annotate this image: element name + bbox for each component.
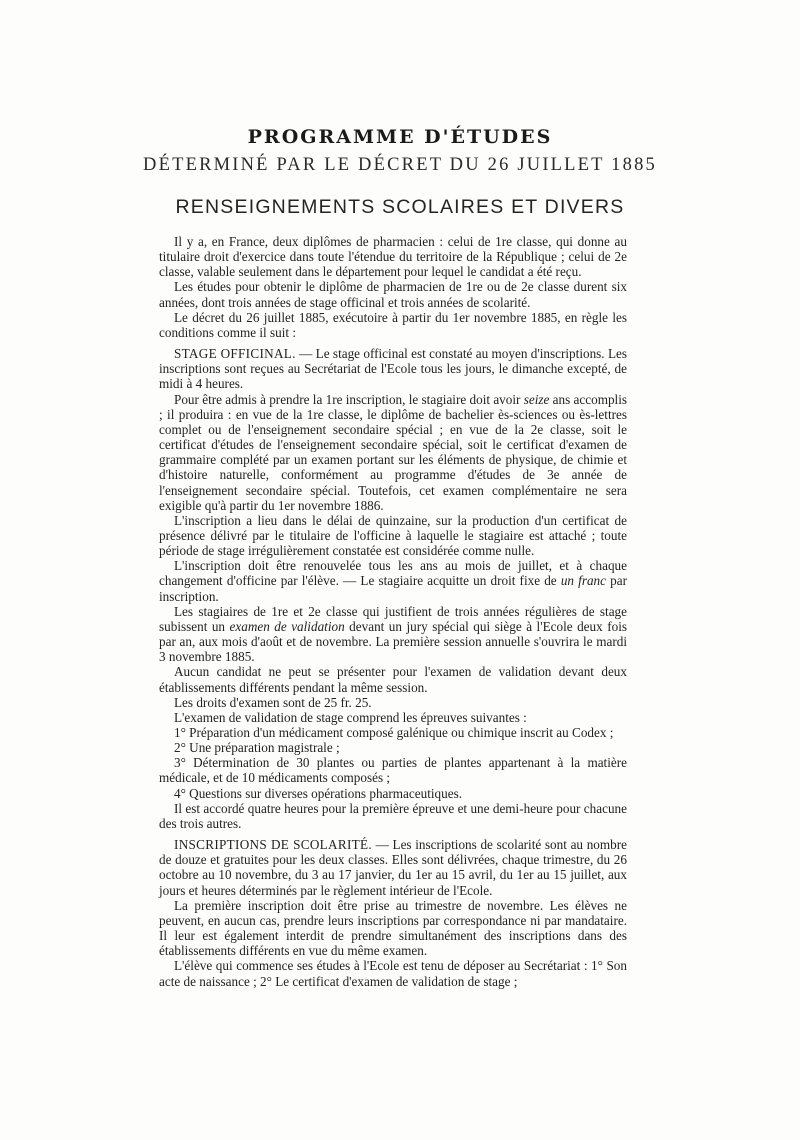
paragraph: Il est accordé quatre heures pour la première épreuve et une demi-heure pour chacune des trois autres. <box>159 800 627 831</box>
paragraph: Aucun candidat ne peut se présenter pour l'examen de validation devant deux établissements différents pendant la même session. <box>159 664 627 695</box>
paragraph <box>159 604 627 665</box>
paragraph <box>159 558 627 603</box>
text-run: par inscription. <box>159 573 627 604</box>
emphasis: seize <box>523 391 550 407</box>
list-item: 4° Questions sur diverses opérations pharmaceutiques. <box>174 785 463 801</box>
text-run: ans accomplis ; il produira : en vue de la 1re classe, le diplôme de bachelier ès-sciences ou ès-lettres complet ou de l'enseignement secondaire spécial ; en vue de la 2e classe, soit le certificat d'études de l'enseignement secondaire spécial, soit le certificat d'examen de grammaire complété par un examen portant sur les éléments de physique, de chimie et d'histoire naturelle, conformément au programme d'études de 3e année de l'enseignement secondaire spécial. Toutefois, cet examen complémentaire ne sera exigible qu'à partir du 1er novembre 1886. <box>159 391 628 513</box>
emphasis: un franc <box>560 573 606 589</box>
text-run: Pour être admis à prendre la 1re inscription, le stagiaire doit avoir <box>174 391 524 407</box>
document-subtitle: DÉTERMINÉ PAR LE DÉCRET DU 26 JUILLET 1885 <box>143 155 657 175</box>
paragraph: L'inscription a lieu dans le délai de quinzaine, sur la production d'un certificat de présence délivré par le titulaire de l'officine à laquelle le stagiaire est attaché ; toute période de stage irrégulièrement constatée est considérée comme nulle. <box>159 512 627 559</box>
document-title: PROGRAMME D'ÉTUDES <box>247 126 553 148</box>
list-item: 2° Une préparation magistrale ; <box>174 740 340 756</box>
section-heading: RENSEIGNEMENTS SCOLAIRES ET DIVERS <box>175 196 625 218</box>
text-run: Les stagiaires de 1re et 2e classe qui justifient de trois années régulières de stage subissent un <box>159 603 627 634</box>
paragraph: L'examen de validation de stage comprend les épreuves suivantes : <box>174 709 527 725</box>
paragraph-inscriptions-scolarite <box>159 837 627 898</box>
emphasis: examen de validation <box>229 618 345 634</box>
paragraph-lead: STAGE OFFICINAL. <box>174 346 296 362</box>
paragraph: Le décret du 26 juillet 1885, exécutoire à partir du 1er novembre 1885, en règle les conditions comme il suit : <box>159 309 627 340</box>
paragraph: Il y a, en France, deux diplômes de pharmacien : celui de 1re classe, qui donne au titulaire droit d'exercice dans toute l'étendue du territoire de la République ; celui de 2e classe, valable seulement dans le département pour lequel le candidat a été reçu. <box>159 234 627 280</box>
body-text <box>159 234 627 989</box>
paragraph <box>159 392 627 513</box>
text-run: devant un jury spécial qui siège à l'Ecole deux fois par an, aux mois d'août et de novembre. La première session annuelle s'ouvrira le mardi 3 novembre 1885. <box>159 618 627 665</box>
text-run: L'inscription doit être renouvelée tous les ans au mois de juillet, et à chaque changement d'officine par l'élève. — Le stagiaire acquitte un droit fixe de <box>159 558 627 589</box>
list-item: 3° Détermination de 30 plantes ou parties de plantes appartenant à la matière médicale, et de 10 médicaments composés ; <box>159 755 627 786</box>
paragraph: La première inscription doit être prise au trimestre de novembre. Les élèves ne peuvent, en aucun cas, prendre leurs inscriptions par correspondance ni par mandataire. Il leur est également interdit de prendre simultanément des inscriptions dans des établissements différents en vue du même examen. <box>159 897 627 959</box>
paragraph-stage-officinal <box>159 346 627 391</box>
paragraph-lead: INSCRIPTIONS DE SCOLARITÉ. <box>174 837 372 853</box>
paragraph: Les droits d'examen sont de 25 fr. 25. <box>174 694 372 710</box>
paragraph-body: — Le stage officinal est constaté au moyen d'inscriptions. Les inscriptions sont reçues au Secrétariat de l'Ecole tous les jours, le dimanche excepté, de midi à 4 heures. <box>159 346 627 392</box>
list-item: 1° Préparation d'un médicament composé galénique ou chimique inscrit au Codex ; <box>174 725 614 740</box>
paragraph: Les études pour obtenir le diplôme de pharmacien de 1re ou de 2e classe durent six années, dont trois années de stage officinal et trois années de scolarité. <box>159 279 627 310</box>
paragraph-body: — Les inscriptions de scolarité sont au nombre de douze et gratuites pour les deux classes. Elles sont délivrées, chaque trimestre, du 26 octobre au 10 novembre, du 3 au 17 janvier, du 1er au 15 avril, du 1er au 15 juillet, aux jours et heures déterminés par le règlement intérieur de l'Ecole. <box>159 837 627 898</box>
paragraph: L'élève qui commence ses études à l'Ecole est tenu de déposer au Secrétariat : 1° Son acte de naissance ; 2° Le certificat d'examen de validation de stage ; <box>159 958 627 989</box>
